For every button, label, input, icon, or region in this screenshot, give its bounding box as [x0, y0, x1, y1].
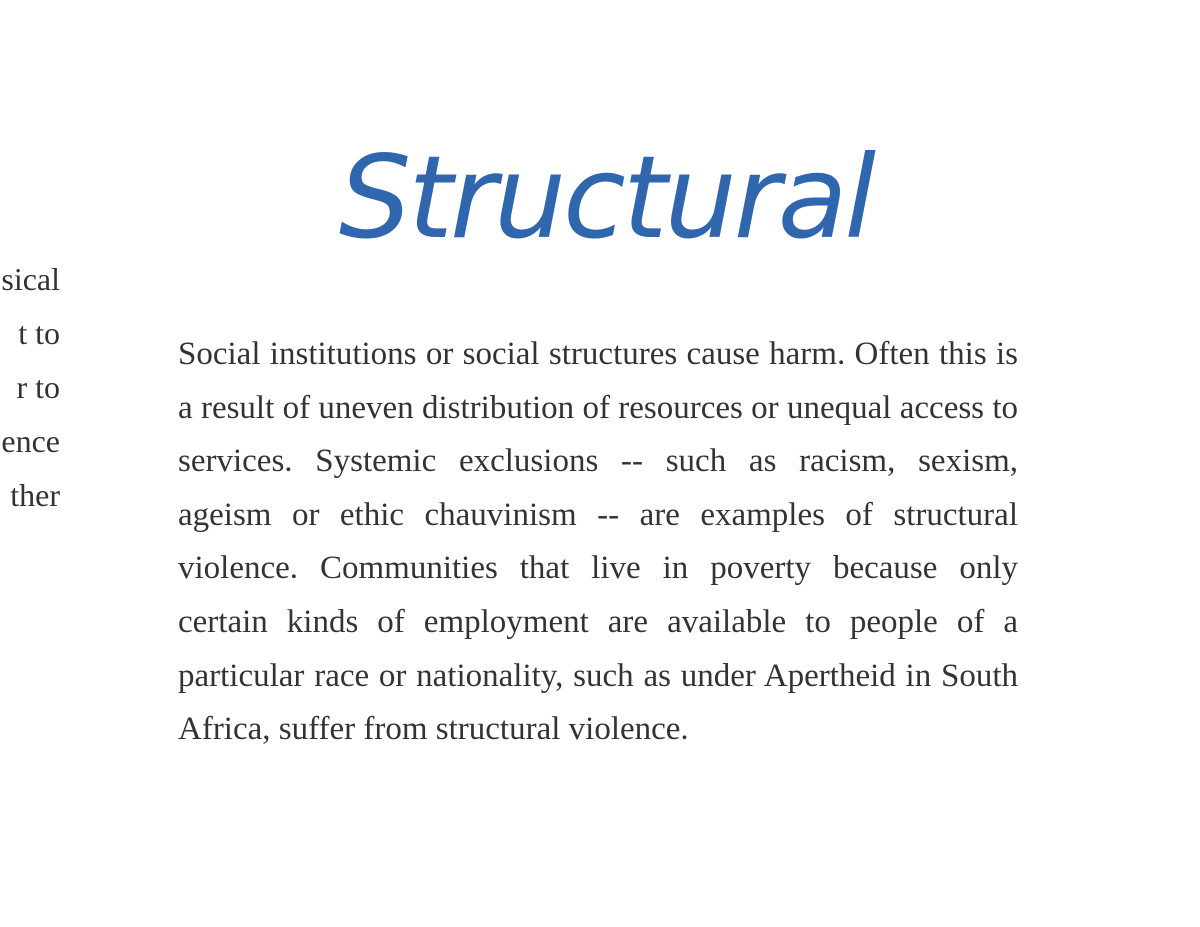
clipped-line: ence [1, 423, 60, 459]
clipped-previous-column [0, 252, 60, 522]
clipped-line: ther [10, 477, 60, 513]
clipped-line: t to [18, 315, 60, 351]
clipped-line: sical [1, 261, 60, 297]
clipped-line: r to [16, 369, 60, 405]
slide-title: Structural [338, 131, 874, 264]
slide-body-text: Social institutions or social structures cause harm. Often this is a result of uneven distribution of resources or unequal access to services. Systemic exclusions -- such as racism, sexism, ageism or ethic chauvinism -- are examples of structural violence. Communities that live in poverty because only certain kinds of employment are available to people of a particular race or nationality, such as under Apertheid in South Africa, suffer from structural violence. [178, 336, 1018, 748]
